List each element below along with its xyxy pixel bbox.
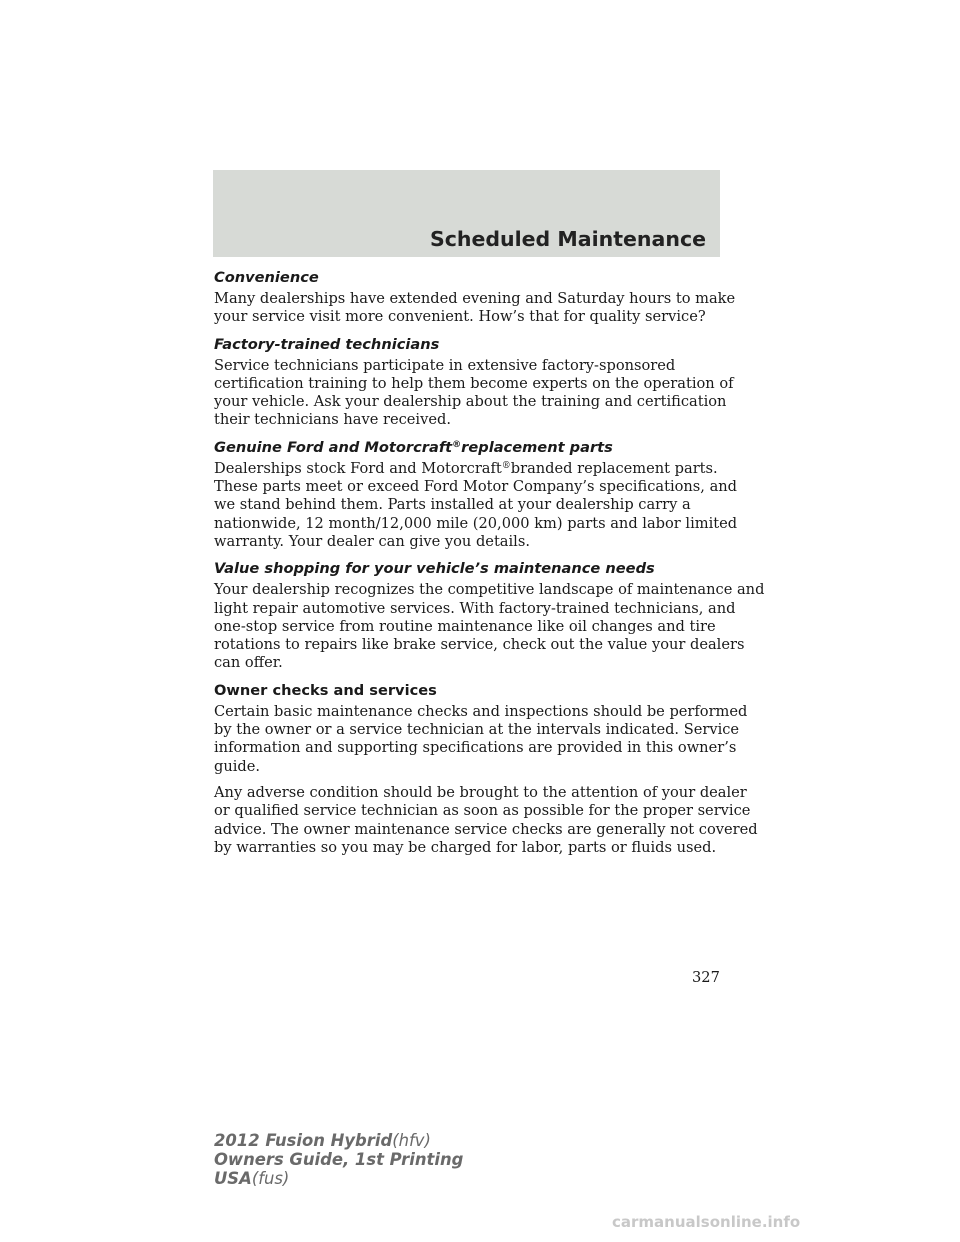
text-line: Your dealership recognizes the competitive landscape of maintenance and (214, 581, 765, 599)
footer-guide: Owners Guide, 1st Printing (214, 1150, 464, 1169)
footer-market-code: (fus) (251, 1169, 290, 1188)
paragraph-owner-checks-2 (214, 783, 758, 857)
footer-model: 2012 Fusion Hybrid (214, 1131, 393, 1150)
footer-line-model (214, 1131, 463, 1150)
text-line: warranty. Your dealer can give you details. (214, 532, 530, 550)
heading-genuine-parts (214, 438, 724, 457)
text-line: information and supporting specifications are provided in this owner’s (214, 739, 737, 757)
text-line: nationwide, 12 month/12,000 mile (20,000 km) parts and labor limited (214, 514, 738, 532)
text-line: Many dealerships have extended evening and Saturday hours to make (214, 290, 736, 307)
text-line: Service technicians participate in extensive factory-sponsored (214, 356, 676, 374)
text-line: advice. The owner maintenance service checks are generally not covered (214, 820, 758, 838)
section-header-box (213, 170, 720, 257)
document-footer (214, 1131, 463, 1188)
registered-mark: ® (452, 439, 462, 450)
text-fragment: Dealerships stock Ford and Motorcraft (214, 459, 502, 477)
text-line: rotations to repairs like brake service, check out the value your dealers (214, 636, 745, 654)
text-line: light repair automotive services. With factory-trained technicians, and (214, 599, 736, 617)
registered-mark: ® (501, 460, 511, 471)
text-line (214, 460, 724, 478)
paragraph-factory-trained-technicians (214, 356, 734, 430)
paragraph-convenience (214, 290, 736, 327)
page-number: 327 (692, 969, 720, 986)
text-line: their technicians have received. (214, 411, 451, 429)
footer-line-guide (214, 1150, 463, 1169)
footer-line-market (214, 1169, 463, 1188)
heading-owner-checks: Owner checks and services (214, 681, 437, 699)
text-line: we stand behind them. Parts installed at your dealership carry a (214, 496, 691, 514)
footer-market: USA (214, 1169, 252, 1188)
text-line: or qualified service technician as soon as possible for the proper service (214, 802, 751, 820)
footer-model-code: (hfv) (392, 1131, 431, 1150)
page-content (214, 268, 765, 865)
paragraph-value-shopping (214, 581, 765, 672)
paragraph-genuine-parts (214, 459, 738, 551)
heading-factory-trained-technicians: Factory-trained technicians (214, 335, 440, 353)
text-line: your vehicle. Ask your dealership about the training and certification (214, 393, 727, 411)
heading-convenience: Convenience (214, 269, 319, 286)
watermark: carmanualsonline.info (612, 1213, 801, 1231)
text-line: These parts meet or exceed Ford Motor Company’s specifications, and (214, 478, 738, 496)
text-line: one-stop service from routine maintenance like oil changes and tire (214, 617, 716, 635)
heading-value-shopping: Value shopping for your vehicle’s maintenance needs (214, 560, 655, 578)
text-line: by warranties so you may be charged for labor, parts or fluids used. (214, 838, 717, 856)
text-line: by the owner or a service technician at the intervals indicated. Service (214, 721, 740, 739)
text-line: certification training to help them become experts on the operation of (214, 374, 734, 392)
section-title: Scheduled Maintenance (429, 227, 706, 251)
text-line: can offer. (214, 654, 283, 672)
text-line: your service visit more convenient. How’s that for quality service? (214, 308, 706, 326)
text-fragment: branded replacement parts. (510, 459, 718, 477)
text-line: Certain basic maintenance checks and inspections should be performed (214, 702, 748, 720)
heading-text: Genuine Ford and Motorcraft (214, 438, 453, 456)
text-line: guide. (214, 757, 261, 775)
heading-text: replacement parts (461, 438, 613, 456)
paragraph-owner-checks-1 (214, 702, 748, 776)
text-line: Any adverse condition should be brought to the attention of your dealer (214, 783, 747, 801)
